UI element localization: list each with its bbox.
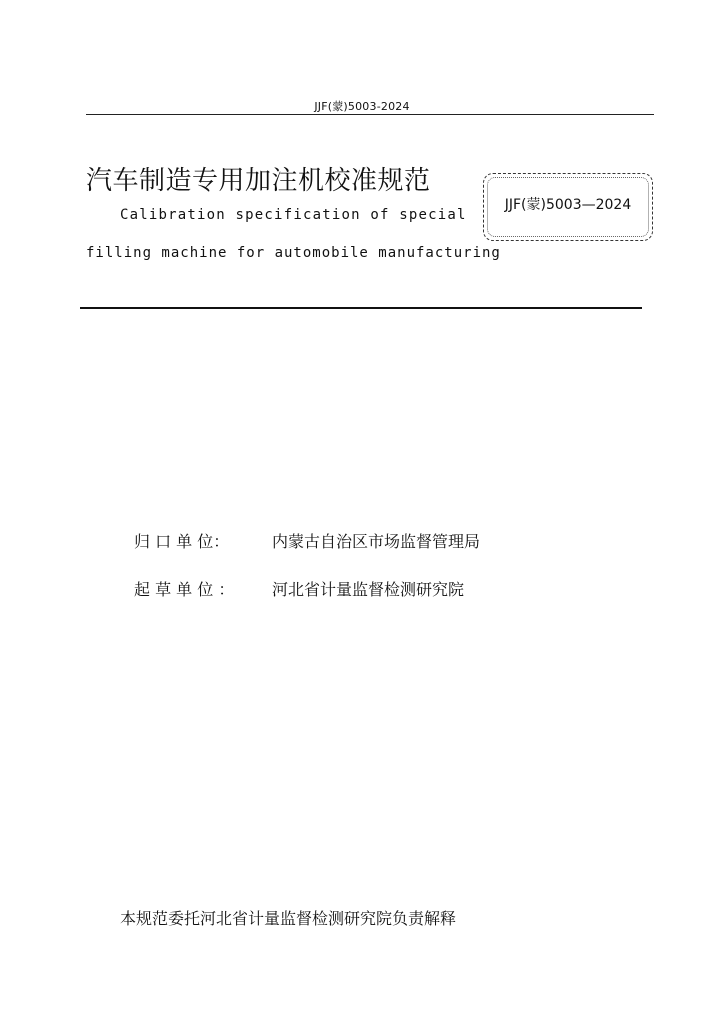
interpretation-note: 本规范委托河北省计量监督检测研究院负责解释 bbox=[120, 909, 457, 928]
drafting-unit-label: 起 草 单 位 ： bbox=[134, 580, 235, 599]
document-code-box bbox=[483, 173, 653, 241]
drafting-unit-row bbox=[134, 577, 464, 600]
responsible-unit-label: 归 口 单 位： bbox=[134, 532, 230, 551]
responsible-unit-row bbox=[134, 529, 480, 552]
title-divider bbox=[80, 307, 642, 309]
responsible-unit-value: 内蒙古自治区市场监督管理局 bbox=[272, 532, 481, 551]
document-title-chinese: 汽车制造专用加注机校准规范 bbox=[86, 166, 431, 196]
document-title-english-line1: Calibration specification of special bbox=[120, 207, 467, 223]
header-divider bbox=[86, 114, 654, 115]
document-code: JJF(蒙)5003—2024 bbox=[504, 197, 632, 213]
running-header-code: JJF(蒙)5003-2024 bbox=[314, 100, 410, 113]
document-title-english-line2: filling machine for automobile manufacturing bbox=[86, 245, 501, 261]
drafting-unit-value: 河北省计量监督检测研究院 bbox=[272, 580, 465, 599]
